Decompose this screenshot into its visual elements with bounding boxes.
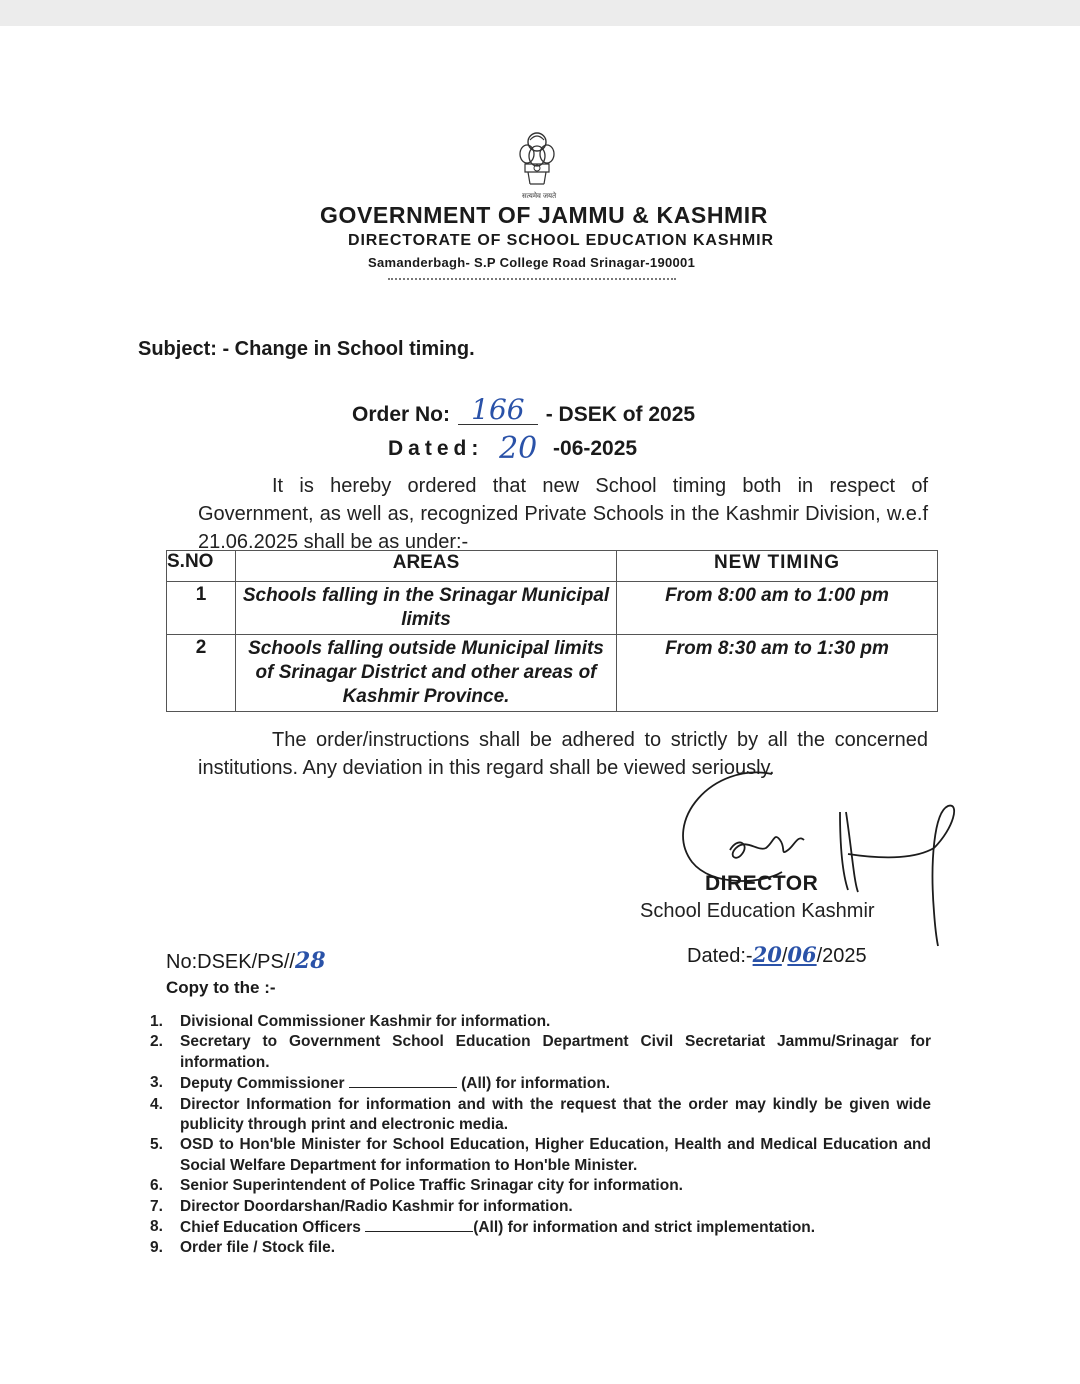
table-row: [167, 582, 938, 635]
intro-paragraph: [198, 472, 928, 556]
reference-number-handwritten: 28: [294, 948, 326, 974]
header-divider: [388, 278, 676, 280]
emblem-caption: सत्यमेव जयते: [522, 193, 557, 200]
order-date-rest: -06-2025: [553, 437, 638, 460]
list-item: 6. Senior Superintendent of Police Traffic Srinagar city for information.: [150, 1177, 683, 1195]
order-date-line: [388, 428, 638, 466]
signatory-office: School Education Kashmir: [640, 900, 875, 922]
closing-text: The order/instructions shall be adhered to strictly by all the concerned institutions. Any deviation in this regard shall be viewed seriously.: [198, 729, 928, 779]
subject-line: Subject: - Change in School timing.: [138, 338, 475, 360]
office-address: Samanderbagh- S.P College Road Srinagar-190001: [368, 255, 696, 270]
list-item: 5. OSD to Hon'ble Minister for School Education, Higher Education, Health and Medical Education and Social Welfare Department for information to Hon'ble Minister.: [150, 1136, 931, 1174]
document-page: [0, 26, 1080, 1384]
row-sno: 1: [167, 582, 236, 635]
order-number-line: [352, 393, 696, 430]
row-timing: From 8:00 am to 1:00 pm: [617, 582, 938, 635]
row-area: Schools falling outside Municipal limits of Srinagar District and other areas of Kashmir Province.: [236, 635, 617, 712]
reference-label: No:DSEK/PS//: [166, 951, 295, 973]
reference-month-handwritten: 06: [787, 942, 817, 967]
row-timing: From 8:30 am to 1:30 pm: [617, 635, 938, 712]
order-label: Order No:: [352, 403, 451, 426]
list-item: 4. Director Information for information and with the request that the order may kindly be given wide publicity through print and electronic media.: [150, 1095, 931, 1134]
directorate-heading: DIRECTORATE OF SCHOOL EDUCATION KASHMIR: [348, 232, 774, 249]
reference-number: [166, 948, 326, 974]
reference-date: Dated:-20/06/2025: [687, 942, 867, 967]
order-number-handwritten: 166: [458, 396, 538, 425]
blank-line: [365, 1217, 473, 1232]
signatory-title: DIRECTOR: [705, 872, 819, 895]
header-areas: AREAS: [236, 551, 617, 582]
blank-line: [349, 1073, 457, 1088]
order-day-handwritten: 20: [499, 431, 538, 466]
list-item: 3. Deputy Commissioner (All) for information.: [150, 1074, 611, 1093]
list-item: 9. Order file / Stock file.: [150, 1239, 336, 1257]
header-new-timing: NEW TIMING: [617, 551, 938, 582]
reference-day-handwritten: 20: [752, 942, 782, 967]
row-area: Schools falling in the Srinagar Municipal limits: [236, 582, 617, 635]
table-row: [167, 635, 938, 712]
table-header-row: [167, 551, 938, 582]
header-sno: S.NO: [167, 551, 236, 582]
list-item: 1. Divisional Commissioner Kashmir for information.: [150, 1013, 551, 1030]
copy-to-heading: Copy to the :-: [166, 978, 276, 997]
reference-dated-label: Dated:-: [687, 945, 753, 967]
director-signature: [672, 762, 972, 952]
list-item: 2. Secretary to Government School Education Department Civil Secretariat Jammu/Srinagar for information.: [150, 1033, 931, 1071]
list-item: 7. Director Doordarshan/Radio Kashmir for information.: [150, 1197, 573, 1215]
order-dated-label: Dated:: [388, 437, 484, 460]
row-sno: 2: [167, 635, 236, 712]
school-timing-table: [166, 550, 938, 712]
order-suffix: - DSEK of 2025: [545, 403, 696, 426]
list-item: 8. Chief Education Officers (All) for information and strict implementation.: [150, 1218, 816, 1237]
top-margin-bar: [0, 0, 1080, 26]
copy-distribution-list: [150, 1012, 931, 1259]
intro-text: It is hereby ordered that new School timing both in respect of Government, as well as, recognized Private Schools in the Kashmir Division, w.e.f 21.06.2025 shall be as under:-: [198, 475, 928, 553]
reference-year: /2025: [816, 945, 867, 967]
government-heading: GOVERNMENT OF JAMMU & KASHMIR: [320, 202, 769, 228]
